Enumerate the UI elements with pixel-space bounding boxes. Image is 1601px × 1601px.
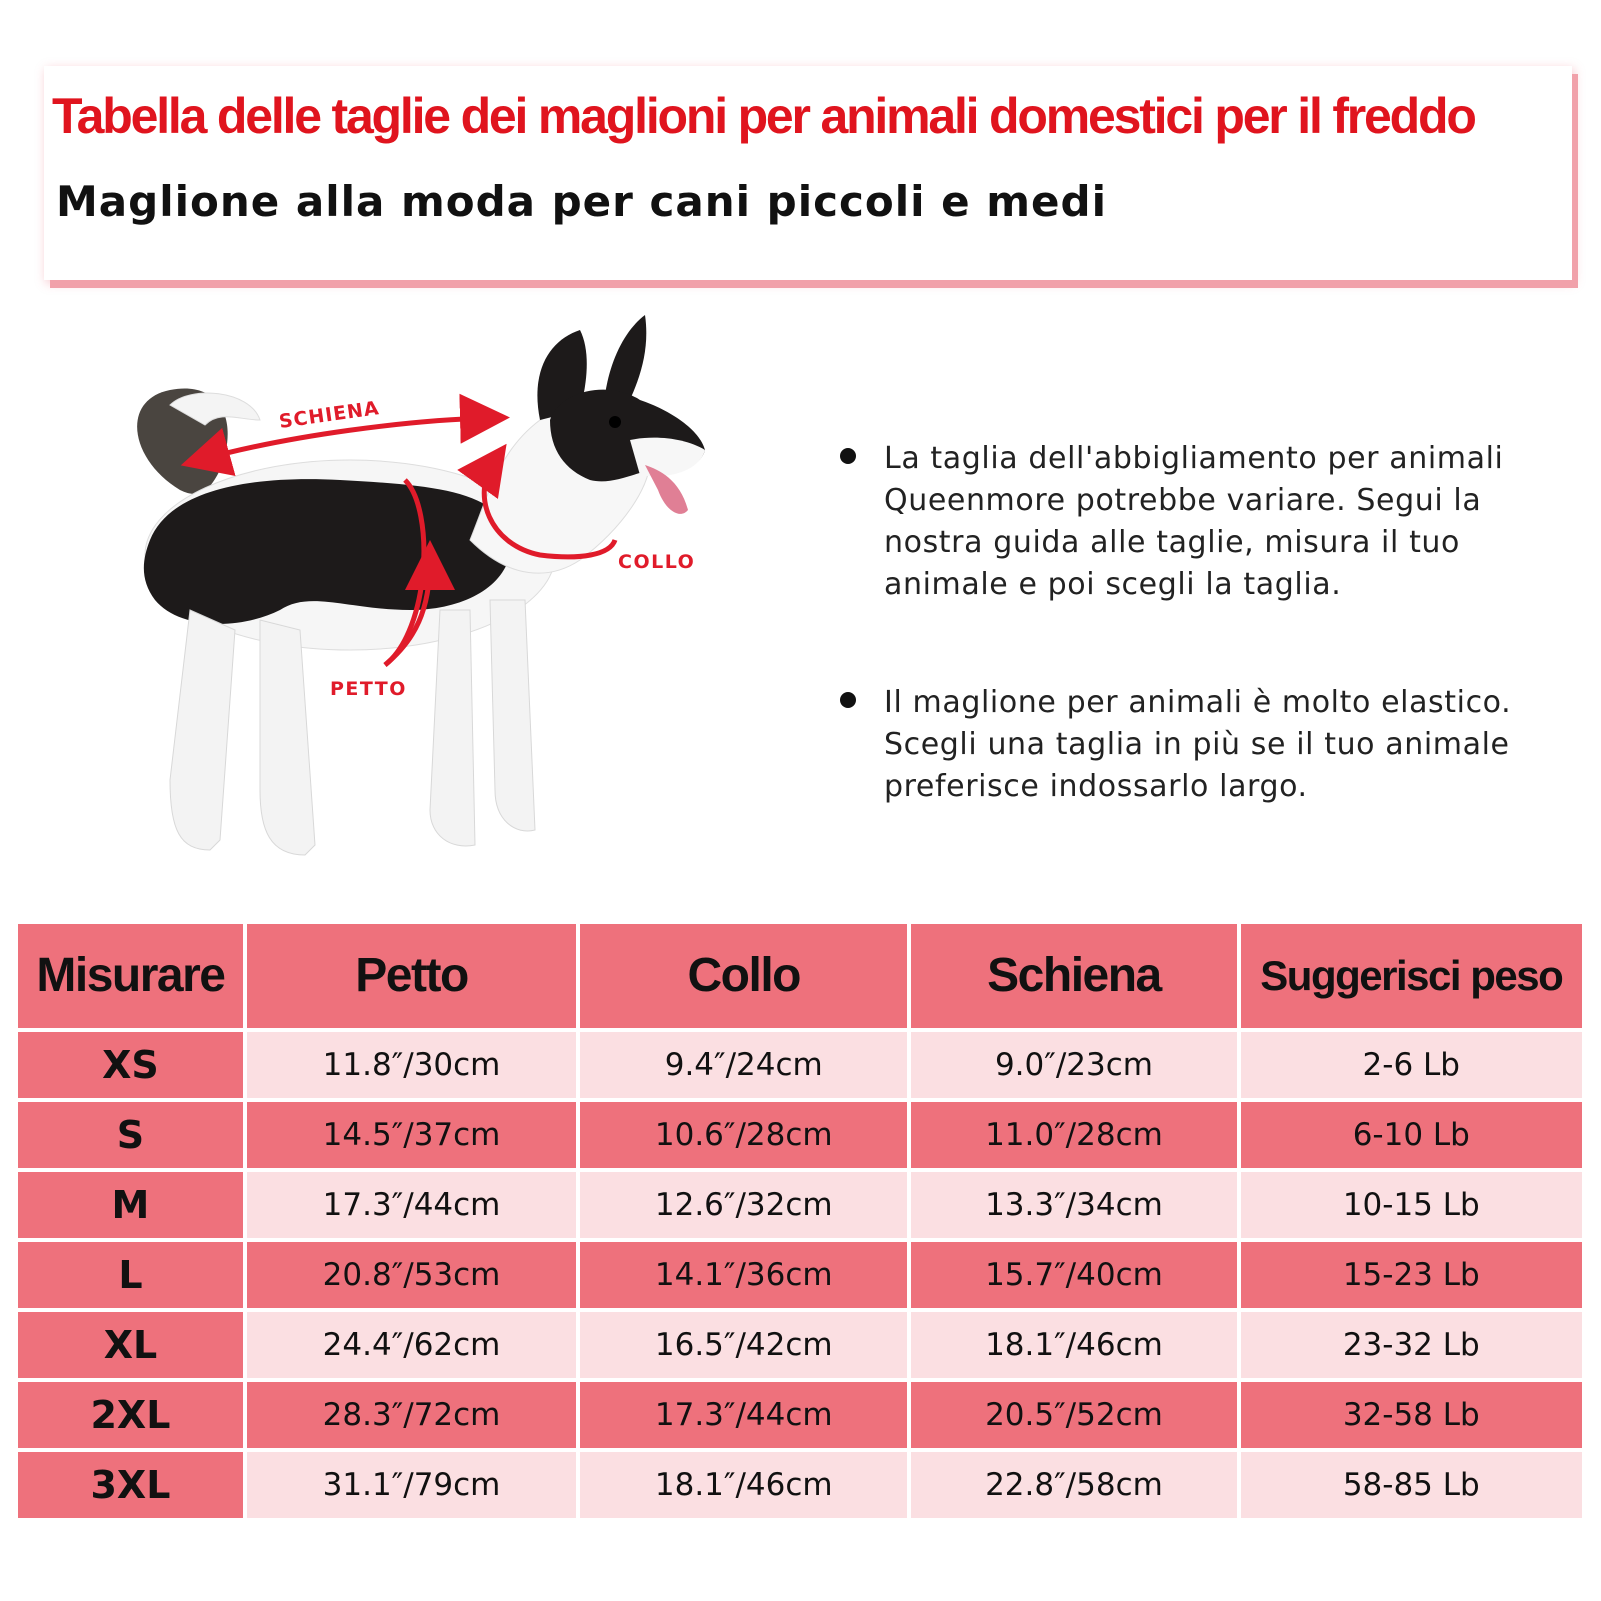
back-cell: 15.7″/40cm [911,1242,1236,1308]
back-cell: 9.0″/23cm [911,1032,1236,1098]
weight-cell: 6-10 Lb [1241,1102,1582,1168]
header-neck: Collo [580,924,907,1028]
chest-cell: 14.5″/37cm [247,1102,576,1168]
table-row [18,1452,1582,1518]
weight-cell: 32-58 Lb [1241,1382,1582,1448]
neck-cell: 10.6″/28cm [580,1102,907,1168]
table-row [18,1172,1582,1238]
dog-back-leg-right [260,620,315,855]
header-weight: Suggerisci peso [1241,924,1582,1028]
size-table [14,920,1586,1522]
size-cell: S [18,1102,243,1168]
dog-eye [609,416,621,428]
weight-cell: 58-85 Lb [1241,1452,1582,1518]
back-cell: 13.3″/34cm [911,1172,1236,1238]
header-back: Schiena [911,924,1236,1028]
dog-front-leg-left [430,610,475,846]
neck-label: COLLO [618,551,696,573]
page-subtitle: Maglione alla moda per cani piccoli e medi [56,177,1107,226]
size-cell: 3XL [18,1452,243,1518]
chest-label: PETTO [330,678,407,700]
dog-measurement-diagram [110,310,750,890]
dog-front-leg-right [490,600,535,831]
neck-cell: 17.3″/44cm [580,1382,907,1448]
neck-cell: 18.1″/46cm [580,1452,907,1518]
size-cell: M [18,1172,243,1238]
header-measure: Misurare [18,924,243,1028]
back-cell: 22.8″/58cm [911,1452,1236,1518]
tip-text: La taglia dell'abbigliamento per animali Queenmore potrebbe variare. Segui la nostra guida alle taglie, misura il tuo animale e poi scegli la taglia. [884,441,1504,602]
size-cell: XS [18,1032,243,1098]
tip-item [840,682,1580,808]
table-row [18,1312,1582,1378]
chest-cell: 20.8″/53cm [247,1242,576,1308]
table-row [18,1242,1582,1308]
neck-cell: 12.6″/32cm [580,1172,907,1238]
bullet-icon [840,692,856,708]
tip-text: Il maglione per animali è molto elastico. Scegli una taglia in più se il tuo animale preferisce indossarlo largo. [884,685,1512,804]
header-chest: Petto [247,924,576,1028]
table-row [18,1102,1582,1168]
neck-cell: 9.4″/24cm [580,1032,907,1098]
back-cell: 18.1″/46cm [911,1312,1236,1378]
chest-cell: 11.8″/30cm [247,1032,576,1098]
weight-cell: 15-23 Lb [1241,1242,1582,1308]
weight-cell: 10-15 Lb [1241,1172,1582,1238]
bullet-icon [840,448,856,464]
back-label: SCHIENA [277,397,381,433]
tips-list [840,438,1580,808]
back-measure-arrow [200,418,490,460]
weight-cell: 23-32 Lb [1241,1312,1582,1378]
dog-back-leg-left [170,610,235,850]
chest-cell: 17.3″/44cm [247,1172,576,1238]
weight-cell: 2-6 Lb [1241,1032,1582,1098]
chest-cell: 28.3″/72cm [247,1382,576,1448]
tip-item [840,438,1580,606]
back-cell: 11.0″/28cm [911,1102,1236,1168]
size-cell: 2XL [18,1382,243,1448]
table-row [18,1382,1582,1448]
back-cell: 20.5″/52cm [911,1382,1236,1448]
table-header-row [18,924,1582,1028]
chest-cell: 24.4″/62cm [247,1312,576,1378]
chest-cell: 31.1″/79cm [247,1452,576,1518]
page-title: Tabella delle taglie dei maglioni per animali domestici per il freddo [52,88,1475,144]
dog-illustration-icon [110,310,750,890]
size-cell: L [18,1242,243,1308]
size-cell: XL [18,1312,243,1378]
table-row [18,1032,1582,1098]
neck-cell: 16.5″/42cm [580,1312,907,1378]
neck-cell: 14.1″/36cm [580,1242,907,1308]
